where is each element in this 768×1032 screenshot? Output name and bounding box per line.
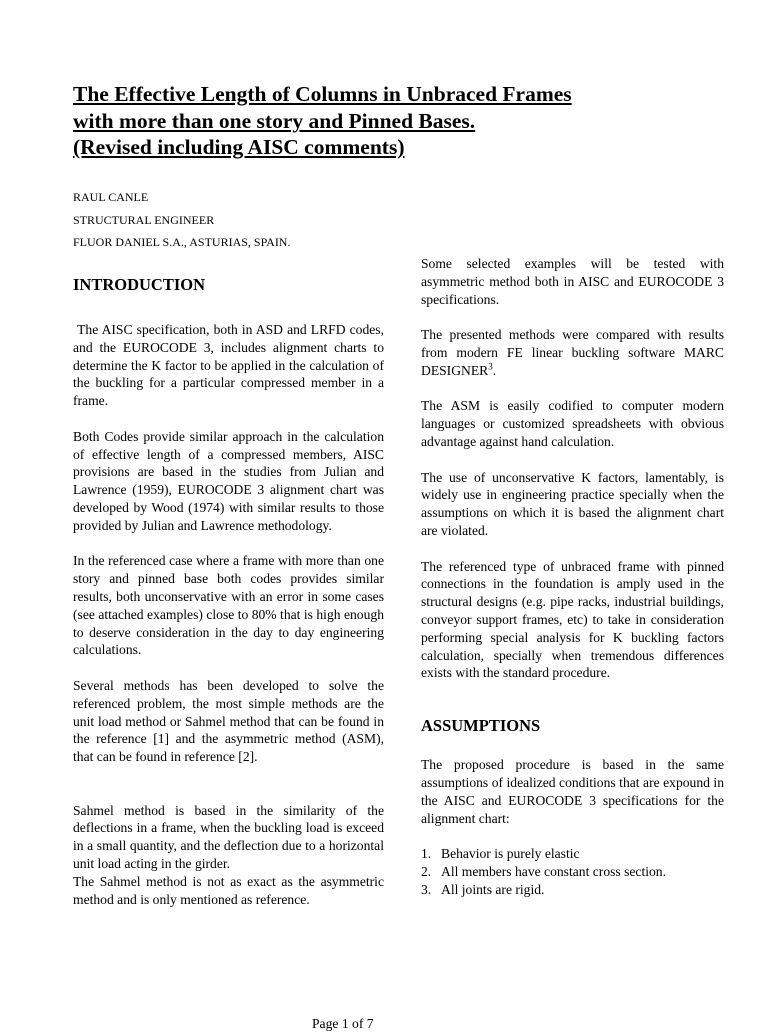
author-affiliation: FLUOR DANIEL S.A., ASTURIAS, SPAIN. <box>73 235 291 249</box>
introduction-heading: INTRODUCTION <box>73 275 206 294</box>
list-item: 3. All joints are rigid. <box>421 881 545 897</box>
intro-paragraph-5: Sahmel method is based in the similarity of the deflections in a frame, when the buckling load is exceed in a small quantity, and the deflection due to a horizontal unit load acting in the girder. <box>73 802 384 871</box>
title-line-1: The Effective Length of Columns in Unbraced Frames <box>73 82 572 106</box>
right-paragraph-4: The use of unconservative K factors, lamentably, is widely use in engineering practice specially when the assumptions on which it is based the alignment chart are violated. <box>421 469 724 538</box>
intro-paragraph-2: Both Codes provide similar approach in the calculation of effective length of a compressed members, AISC provisions are based in the studies from Julian and Lawrence (1959), EUROCODE 3 alignment chart was developed by Wood (1974) with similar results to those provided by Julian and Lawrence methodology. <box>73 428 384 533</box>
author-role: STRUCTURAL ENGINEER <box>73 212 215 227</box>
right-paragraph-3: The ASM is easily codified to computer modern languages or customized spreadsheets with obvious advantage against hand calculation. <box>421 398 724 449</box>
intro-paragraph-6: The Sahmel method is not as exact as the asymmetric method and is only mentioned as reference. <box>73 873 384 907</box>
title-line-3: (Revised including AISC comments) <box>73 135 405 159</box>
title-line-2: with more than one story and Pinned Bases. <box>73 108 476 133</box>
document-title <box>73 81 693 161</box>
intro-paragraph-4: Several methods has been developed to solve the referenced problem, the most simple methods are the unit load method or Sahmel method that can be found in the reference [1] and the asymmetric method (ASM), that can be found in reference [2]. <box>73 677 384 765</box>
right-paragraph-5: The referenced type of unbraced frame with pinned connections in the foundation is amply used in the structural designs (e.g. pipe racks, industrial buildings, conveyor support frames, etc) to take in consideration performing special analysis for K buckling factors calculation, specially when tremendous differences exists with the standard procedure. <box>421 558 724 681</box>
intro-paragraph-3: In the referenced case where a frame with more than one story and pinned base both codes provides similar results, both unconservative with an error in some cases (see attached examples) close to 80% that is high enough to deserve consideration in the day to day engineering calculations. <box>73 553 384 658</box>
list-item: 2. All members have constant cross section. <box>421 863 666 879</box>
page-number: Page 1 of 7 <box>312 1016 374 1031</box>
reference-superscript: 3 <box>488 361 493 372</box>
assumptions-paragraph: The proposed procedure is based in the same assumptions of idealized conditions that are expound in the AISC and EUROCODE 3 specifications for the alignment chart: <box>421 757 724 826</box>
list-item: 1. Behavior is purely elastic <box>421 846 580 862</box>
intro-paragraph-1: The AISC specification, both in ASD and LRFD codes, and the EUROCODE 3, includes alignment charts to determine the K factor to be applied in the calculation of the buckling for a particular compressed member in a frame. <box>73 322 384 409</box>
right-paragraph-1: Some selected examples will be tested with asymmetric method both in AISC and EUROCODE 3 specifications. <box>421 256 724 307</box>
right-column <box>421 255 724 899</box>
author-block <box>73 186 290 254</box>
right-paragraph-2: The presented methods were compared with results from modern FE linear buckling software MARC DESIGNER$^3$. <box>421 327 724 378</box>
assumptions-heading: ASSUMPTIONS <box>421 716 541 736</box>
author-name: RAUL CANLE <box>73 190 149 204</box>
assumptions-list <box>421 845 724 898</box>
left-column <box>73 275 384 908</box>
